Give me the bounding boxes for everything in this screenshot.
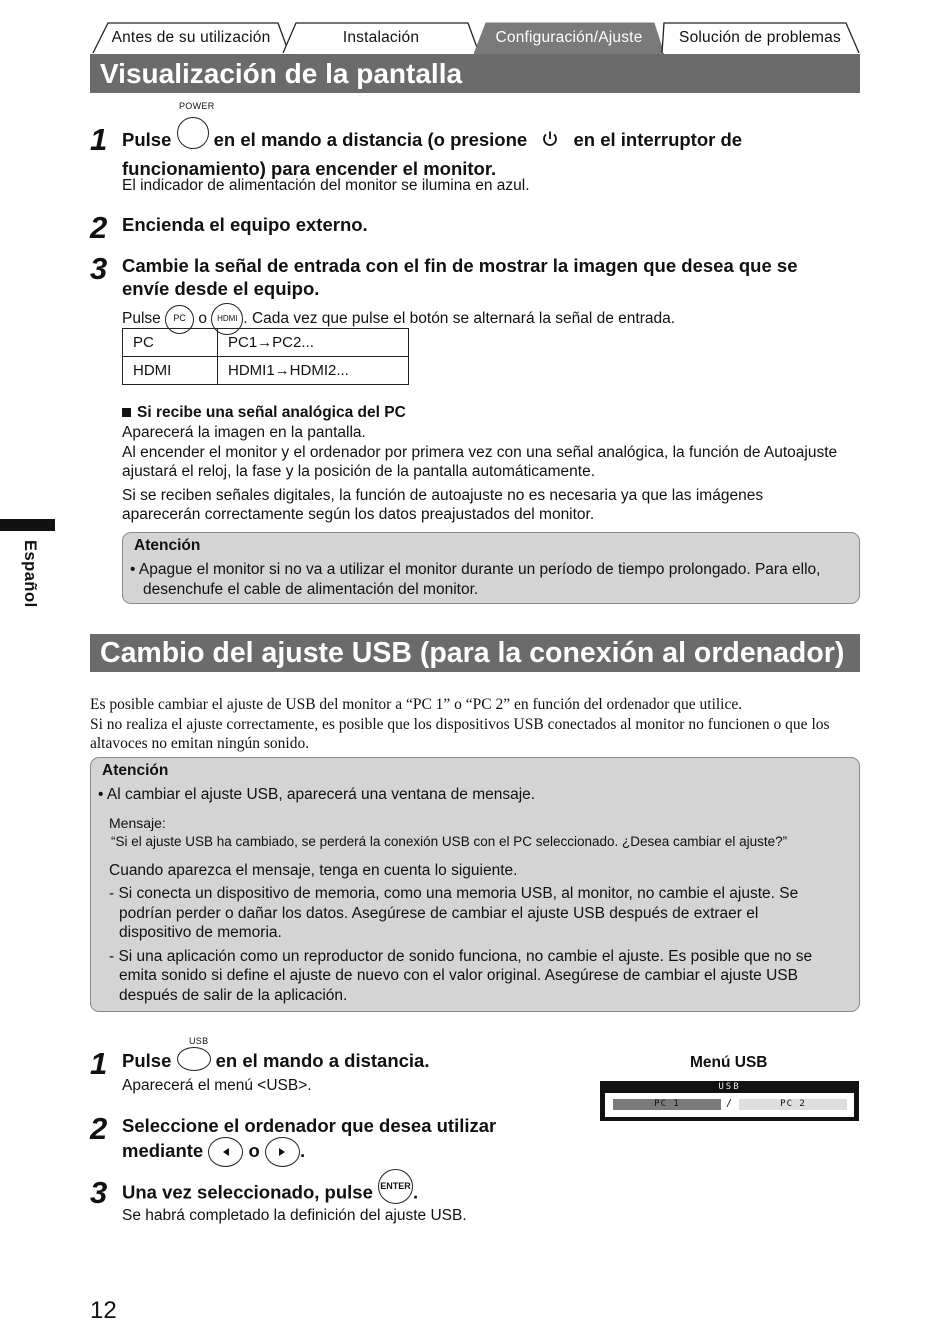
step1-text-a: Pulse xyxy=(122,128,172,150)
analog-text xyxy=(122,423,867,525)
caution-list xyxy=(109,884,854,1005)
table-row xyxy=(123,329,409,357)
usb-step1-text-a: Pulse xyxy=(122,1050,172,1071)
usb-step1-instruction xyxy=(122,1049,429,1074)
section-title-text: Cambio del ajuste USB (para la conexión al ordenador) xyxy=(100,636,845,669)
step-number: 2 xyxy=(90,210,108,245)
tab-label: Instalación xyxy=(342,29,420,46)
tab-label: Configuración/Ajuste xyxy=(495,29,643,46)
step1-note: El indicador de alimentación del monitor se ilumina en azul. xyxy=(122,177,530,194)
usb-step2-line1: Seleccione el ordenador que desea utilizar xyxy=(122,1115,497,1136)
section-title-usb xyxy=(90,634,860,672)
usb-option-pc2[interactable] xyxy=(739,1099,847,1110)
usb-option-separator: / xyxy=(726,1098,733,1109)
message-text: “Si el ajuste USB ha cambiado, se perderá la conexión USB con el PC seleccionado. ¿Desea cambiar el ajuste?” xyxy=(111,834,788,849)
step3-note-a: Pulse xyxy=(122,310,161,328)
page-number: 12 xyxy=(90,1297,117,1324)
step1-instruction xyxy=(122,125,862,180)
intro-line: altavoces no emitan ningún sonido. xyxy=(90,735,310,752)
caution-line: emita sonido si define el ajuste de nuevo con el valor original. Asegúrese de cambiar el ajuste USB xyxy=(119,967,798,984)
table-cell-cycle: HDMI1→HDMI2... xyxy=(218,357,409,385)
step3-note-b: o xyxy=(198,310,208,328)
analog-heading xyxy=(122,404,406,422)
step-number: 3 xyxy=(90,251,108,286)
tab-antes[interactable] xyxy=(92,22,290,54)
attention-bullet xyxy=(98,785,535,805)
caution-intro: Cuando aparezca el mensaje, tenga en cuenta lo siguiente. xyxy=(109,862,518,879)
analog-line: Si se reciben señales digitales, la función de autoajuste no es necesaria ya que las imágenes xyxy=(122,486,764,504)
table-cell-cycle: PC1→PC2... xyxy=(218,329,409,357)
usb-menu-header: USB xyxy=(718,1082,741,1092)
bullet-dot: • xyxy=(98,786,107,803)
analog-line: ajustará el reloj, la fase y la posición de la pantalla automáticamente. xyxy=(122,463,596,480)
language-side-label: Español xyxy=(21,540,39,608)
right-arrow-button-icon xyxy=(265,1137,300,1167)
analog-line: Aparecerá la imagen en la pantalla. xyxy=(122,424,366,441)
usb-option-pc1-label: PC 1 xyxy=(654,1099,680,1109)
power-button-label: POWER xyxy=(179,101,215,111)
usb-option-pc2-label: PC 2 xyxy=(780,1099,806,1109)
usb-intro xyxy=(90,695,865,754)
step-number: 1 xyxy=(90,1046,108,1081)
tab-instalacion[interactable] xyxy=(282,22,480,54)
section-title-text: Visualización de la pantalla xyxy=(100,57,463,89)
intro-line: Es posible cambiar el ajuste de USB del monitor a “PC 1” o “PC 2” en función del ordenador que utilice. xyxy=(90,696,743,713)
left-arrow-button-icon xyxy=(208,1137,243,1167)
usb-option-pc1[interactable] xyxy=(613,1099,721,1110)
tab-label: Antes de su utilización xyxy=(111,29,271,46)
step3-line2: envíe desde el equipo. xyxy=(122,278,320,299)
step1-text-d: funcionamiento) para encender el monitor. xyxy=(122,158,497,179)
step-number: 3 xyxy=(90,1175,108,1210)
usb-step2-line2c: . xyxy=(299,1139,306,1161)
attention-text xyxy=(130,560,855,599)
right-arrow-icon xyxy=(277,1147,287,1157)
caution-line: después de salir de la aplicación. xyxy=(119,986,348,1004)
section-title-visualizacion xyxy=(90,54,860,93)
square-bullet-icon xyxy=(122,408,131,417)
analog-heading-text: Si recibe una señal analógica del PC xyxy=(137,404,406,421)
attention-box-2 xyxy=(90,757,860,1012)
message-label: Mensaje: xyxy=(109,815,166,831)
usb-menu-body xyxy=(605,1093,854,1117)
intro-line: Si no realiza el ajuste correctamente, es posible que los dispositivos USB conectados al monitor no funcionen o que los xyxy=(90,715,830,733)
step3-line1: Cambie la señal de entrada con el fin de mostrar la imagen que desea que se xyxy=(122,255,798,276)
usb-step3-text-end: . xyxy=(413,1181,419,1203)
enter-button-icon: ENTER xyxy=(378,1169,413,1204)
usb-step2-line2a: mediante xyxy=(122,1139,204,1161)
attention-line: desenchufe el cable de alimentación del monitor. xyxy=(143,580,479,598)
signal-table xyxy=(122,328,409,385)
power-switch-icon xyxy=(541,130,559,148)
usb-step1-note: Aparecerá el menú <USB>. xyxy=(122,1077,312,1094)
step-number: 1 xyxy=(90,122,108,157)
attention-title: Atención xyxy=(134,537,201,554)
attention-box-1 xyxy=(122,532,860,604)
tab-solucion[interactable] xyxy=(660,22,860,54)
hdmi-button-icon: HDMI xyxy=(211,303,243,335)
usb-step3-text: Una vez seleccionado, pulse xyxy=(122,1181,373,1203)
step3-instruction xyxy=(122,254,862,300)
usb-step2-instruction xyxy=(122,1114,496,1167)
attention-line: Apague el monitor si no va a utilizar el monitor durante un período de tiempo prolongado. Para ello, xyxy=(138,561,821,578)
usb-menu-caption: Menú USB xyxy=(690,1054,768,1071)
usb-step3-note: Se habrá completado la definición del ajuste USB. xyxy=(122,1207,467,1224)
attention-bullet-text: Al cambiar el ajuste USB, aparecerá una ventana de mensaje. xyxy=(106,786,536,803)
table-row xyxy=(123,357,409,385)
analog-line: Al encender el monitor y el ordenador por primera vez con una señal analógica, la función de Autoajuste xyxy=(122,443,838,461)
usb-button-icon xyxy=(177,1047,211,1071)
step2-instruction: Encienda el equipo externo. xyxy=(122,214,368,235)
attention-title: Atención xyxy=(102,762,169,779)
analog-line: aparecerán correctamente según los datos preajustados del monitor. xyxy=(122,506,595,523)
left-arrow-icon xyxy=(221,1147,231,1157)
caution-line: - Si una aplicación como un reproductor de sonido funciona, no cambie el ajuste. Es posible que no se xyxy=(109,947,813,965)
caution-line: dispositivo de memoria. xyxy=(119,924,282,941)
power-button-icon xyxy=(177,117,209,149)
step3-note-c: . Cada vez que pulse el botón se alternará la señal de entrada. xyxy=(243,310,676,328)
step1-text-b: en el mando a distancia (o presione xyxy=(213,128,528,150)
table-cell-source: HDMI xyxy=(123,357,218,385)
tab-configuracion[interactable] xyxy=(474,22,664,54)
pc-button-icon: PC xyxy=(165,305,194,334)
usb-step1-text-b: en el mando a distancia. xyxy=(215,1050,430,1071)
caution-line: podrían perder o dañar los datos. Asegúrese de cambiar el ajuste USB después de extraer el xyxy=(119,904,759,922)
usb-menu-window xyxy=(600,1081,859,1121)
step-number: 2 xyxy=(90,1111,108,1146)
usb-button-label: USB xyxy=(189,1036,209,1046)
tab-label: Solución de problemas xyxy=(679,29,841,46)
step1-text-c: en el interruptor de xyxy=(573,128,743,150)
caution-line: - Si conecta un dispositivo de memoria, como una memoria USB, al monitor, no cambie el ajuste. Se xyxy=(109,885,799,902)
table-cell-source: PC xyxy=(123,329,218,357)
language-side-tab xyxy=(0,519,55,531)
bullet-dot: • xyxy=(130,561,139,578)
usb-step2-line2b: o xyxy=(248,1139,260,1161)
